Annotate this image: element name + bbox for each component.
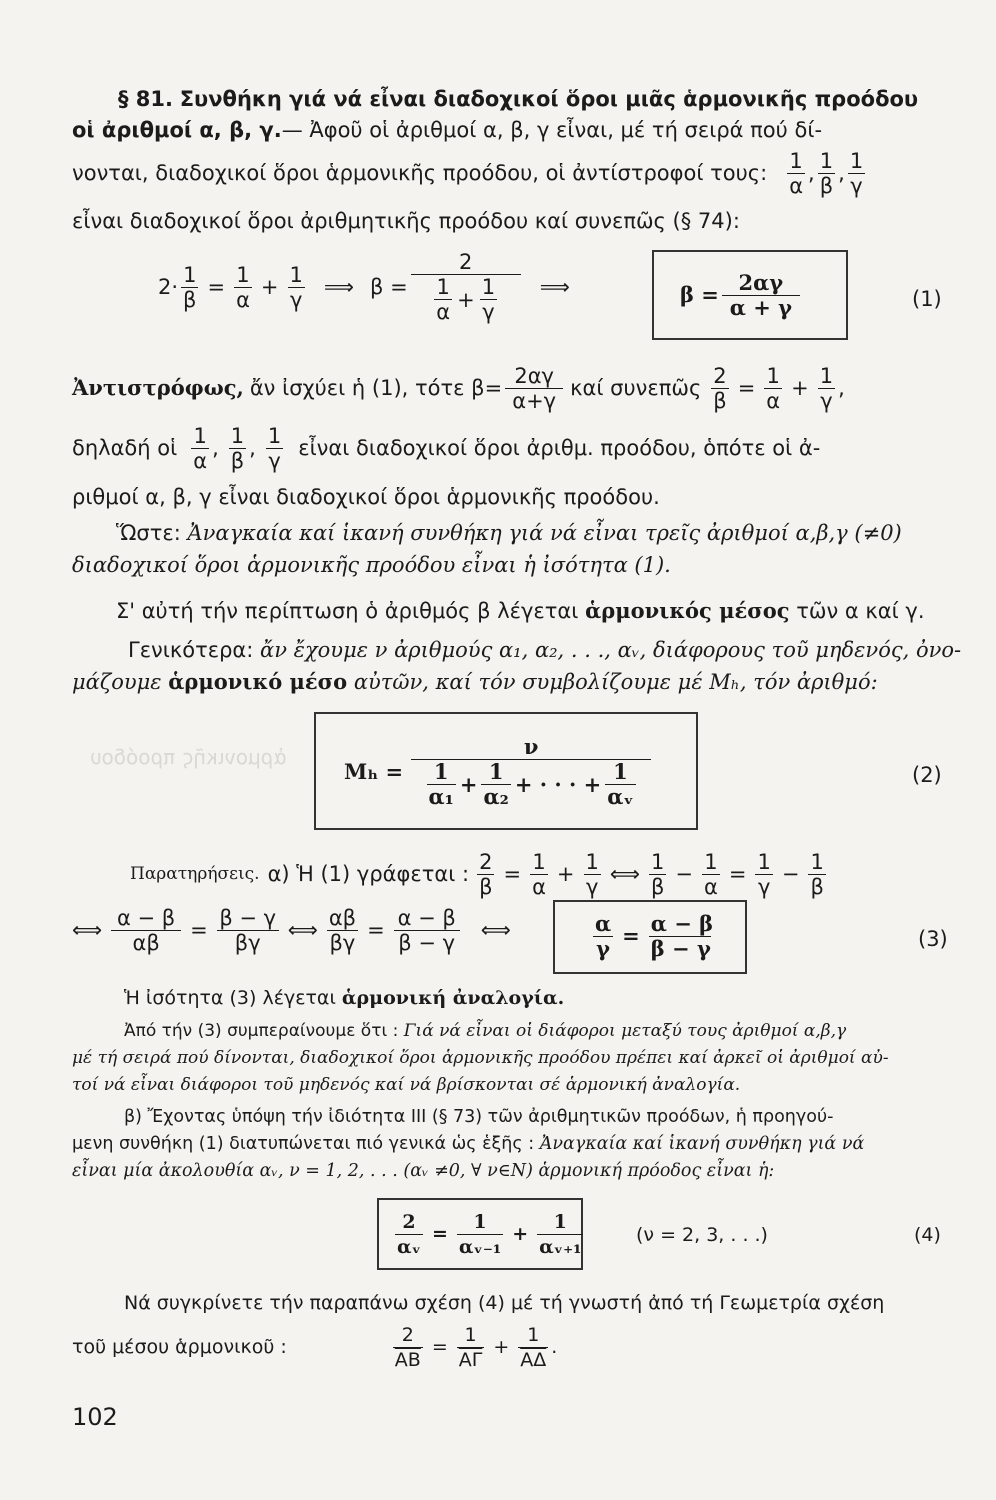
intro-text: — Ἀφοῦ οἱ ἀριθμοί α, β, γ εἶναι, μέ τή σειρά πού δί- bbox=[281, 118, 823, 142]
harmonic-mean-def: Σ' αὐτή τήν περίπτωση ὁ ἀριθμός β λέγεται ἁρμονικός μέσος τῶν α καί γ. bbox=[116, 598, 925, 623]
remark-b-line3: εἶναι μία ἀκολουθία αᵥ, ν = 1, 2, . . . (αᵥ ≠0, ∀ ν∈N) ἁρμονική πρόοδος εἶναι ἡ: bbox=[72, 1161, 775, 1181]
section-number: § 81. bbox=[118, 87, 174, 111]
implies-arrow-2: ⟹ bbox=[539, 275, 570, 299]
boxed-formula-3: $\frac{\alpha}{\gamma}$ = $\frac{\alpha - \beta}{\beta - \gamma}$ bbox=[595, 910, 714, 961]
from3-line1: Ἀπό τήν (3) συμπεραίνουμε ὅτι : Γιά νά εἶναι οἱ διάφοροι μεταξύ τους ἀριθμοί α,β,γ bbox=[124, 1021, 847, 1041]
equation-derivation: 2· $\frac{1}{\beta}$ = $\frac{1}{\alpha}$ + $\frac{1}{\gamma}$ ⟹ β = 2 1 α + $\frac{1}{\gamma}$ ⟹ bbox=[158, 250, 570, 324]
hoste-label: Ὥστε: bbox=[116, 521, 181, 545]
converse-lead: Ἀντιστρόφως, bbox=[72, 375, 244, 400]
coef-two: 2· bbox=[158, 275, 179, 299]
intro-line3: εἶναι διαδοχικοί ὅροι ἀριθμητικῆς προόδου καί συνεπῶς (§ 74): bbox=[72, 209, 740, 233]
conclusion-line2: διαδοχικοί ὅροι ἁρμονικῆς προόδου εἶναι ἡ ἰσότητα (1). bbox=[72, 553, 671, 577]
bleed-through-text: ἁρμονικῆς προόδου bbox=[90, 745, 287, 769]
frac-2-over-sum: 2 1 α + $\frac{1}{\gamma}$ bbox=[411, 250, 521, 324]
converse-andso: καί συνεπῶς bbox=[570, 376, 702, 400]
general-line2: μάζουμε ἁρμονικό μέσο αὐτῶν, καί τόν συμβολίζουμε μέ Mₕ, τόν ἀριθμό: bbox=[72, 669, 878, 694]
section-heading-line1 bbox=[118, 86, 918, 112]
converse-line2: δηλαδή οἱ 1 α , 1 β , 1 γ εἶναι διαδοχικοί ὅροι ἀριθμ. προόδου, ὁπότε οἱ ἀ- bbox=[72, 423, 821, 473]
fraction-1-gamma: 1 γ bbox=[849, 148, 864, 198]
general-italic: ἄν ἔχουμε ν ἀριθμούς α₁, α₂, . . ., αᵥ, διάφορους τοῦ μηδενός, ὀνο- bbox=[260, 638, 962, 662]
fraction-1-beta: 1 β bbox=[819, 148, 834, 198]
harmonic-mean-term: ἁρμονικός μέσος bbox=[585, 598, 790, 623]
general-lead: Γενικότερα: bbox=[128, 638, 254, 662]
harmonic-mean-term-2: ἁρμονικό μέσο bbox=[168, 669, 348, 694]
frac-1-gamma: $\frac{1}{\gamma}$ bbox=[289, 262, 303, 312]
remarks-title: Παρατηρήσεις. bbox=[130, 864, 260, 884]
equation-label-3: (3) bbox=[918, 927, 948, 951]
fraction-1-alpha: 1 α bbox=[789, 148, 804, 198]
page-number: 102 bbox=[72, 1403, 118, 1431]
boxed-formula-2: Mₕ = ν 1 α₁ + $\frac{1}{\text{α₂}}$ + · · · + $\frac{1}{\text{αᵥ}}$ bbox=[344, 722, 654, 822]
remark-b-line1: β) Ἔχοντας ὑπόψη τήν ἰδιότητα III (§ 73) τῶν ἀριθμητικῶν προόδων, ἡ προηγού- bbox=[124, 1107, 834, 1127]
equation-label-2: (2) bbox=[912, 763, 942, 787]
equation-label-1: (1) bbox=[912, 287, 942, 311]
converse-line2-suffix: εἶναι διαδοχικοί ὅροι ἀριθμ. προόδου, ὁπότε οἱ ἀ- bbox=[298, 436, 821, 460]
analogy-derivation: ⟺ $\frac{\alpha - \beta}{\alpha\beta}$ = $\frac{\beta - \gamma}{\beta\gamma}$ ⟺ $\frac{\alpha\beta}{\beta\gamma}$ = $\frac{\alpha - \beta}{\beta - \gamma}$ ⟺ bbox=[72, 905, 511, 955]
section-title: Συνθήκη γιά νά εἶναι διαδοχικοί ὅροι μιᾶς ἁρμονικῆς προόδου bbox=[179, 87, 919, 111]
conclusion-line1 bbox=[116, 520, 902, 546]
from3-line2: μέ τή σειρά πού δίνονται, διαδοχικοί ὅροι ἁρμονικῆς προόδου πρέπει καί ἀρκεῖ οἱ ἀριθμοί αὐ- bbox=[72, 1048, 889, 1068]
remarks-line: Παρατηρήσεις. α) Ἡ (1) γράφεται : $\frac{2}{\beta}$ = $\frac{1}{\alpha}$ + $\frac{1}{\gamma}$ ⟺ 1 β − $\frac{1}{\alpha}$ = $\frac{1}{\gamma}$ − $\frac{1}{\beta}$ bbox=[130, 849, 824, 899]
analogy-def: Ἡ ἰσότητα (3) λέγεται ἁρμονική ἀναλογία. bbox=[124, 987, 565, 1009]
converse-line2-prefix: δηλαδή οἱ bbox=[72, 436, 178, 460]
compare-line1: Νά συγκρίνετε τήν παραπάνω σχέση (4) μέ τή γνωστή ἀπό τή Γεωμετρία σχέση bbox=[124, 1292, 885, 1314]
beta-equals: β = bbox=[370, 275, 408, 299]
compare-line2: τοῦ μέσου ἁρμονικοῦ : $\frac{2}{AB}$ = $\frac{1}{A\Gamma}$ + $\frac{1}{A\Delta}$ . bbox=[72, 1323, 558, 1371]
conclusion-italic-1: Ἀναγκαία καί ἱκανή συνθήκη γιά νά εἶναι τρεῖς ἀριθμοί α,β,γ (≠0) bbox=[187, 521, 902, 545]
remark-a-label: α) Ἡ (1) γράφεται : bbox=[267, 862, 470, 886]
frac-1-alpha: $\frac{1}{\alpha}$ bbox=[236, 262, 250, 312]
analogy-term: ἁρμονική ἀναλογία. bbox=[341, 987, 565, 1009]
converse-line1: Ἀντιστρόφως, ἄν ἰσχύει ἡ (1), τότε β= $\frac{2\alpha\gamma}{\alpha+\gamma}$ καί συνεπῶς $\frac{2}{\beta}$ = $\frac{1}{\alpha}$ + $\frac{1}{\gamma}$ , bbox=[72, 363, 845, 413]
equation-label-4: (4) bbox=[914, 1224, 941, 1246]
intro-text-2: νονται, διαδοχικοί ὅροι ἁρμονικῆς προόδου, οἱ ἀντίστροφοί τους: bbox=[72, 161, 768, 185]
boxed-formula-4: $\frac{2}{\text{αᵥ}}$ = $\frac{1}{\text{αᵥ₋₁}}$ + $\frac{1}{\text{αᵥ₊₁}}$ bbox=[397, 1210, 582, 1258]
frac-1-beta: $\frac{1}{\beta}$ bbox=[183, 262, 197, 312]
section-title-cont: οἱ ἀριθμοί α, β, γ. bbox=[72, 118, 282, 142]
remark-b-line2: μενη συνθήκη (1) διατυπώνεται πιό γενικά ὡς ἑξῆς : Ἀναγκαία καί ἱκανή συνθήκη γιά νά bbox=[72, 1134, 865, 1154]
intro-line2: νονται, διαδοχικοί ὅροι ἁρμονικῆς προόδου, οἱ ἀντίστροφοί τους: 1 α , 1 β , 1 γ bbox=[72, 148, 864, 198]
section-heading-line2 bbox=[72, 117, 822, 143]
implies-arrow: ⟹ bbox=[323, 275, 354, 299]
converse-text: ἄν ἰσχύει ἡ (1), τότε β= bbox=[249, 376, 503, 400]
range-label-4: (ν = 2, 3, . . .) bbox=[636, 1224, 768, 1246]
converse-line3: ριθμοί α, β, γ εἶναι διαδοχικοί ὅροι ἁρμονικῆς προόδου. bbox=[72, 485, 660, 509]
boxed-formula-1: β = $\frac{2\alpha\gamma}{\alpha + \gamma}$ bbox=[680, 262, 803, 328]
general-line1 bbox=[128, 637, 961, 663]
from3-line3: τοί νά εἶναι διάφοροι τοῦ μηδενός καί νά βρίσκονται σέ ἁρμονική ἀναλογία. bbox=[72, 1075, 741, 1095]
